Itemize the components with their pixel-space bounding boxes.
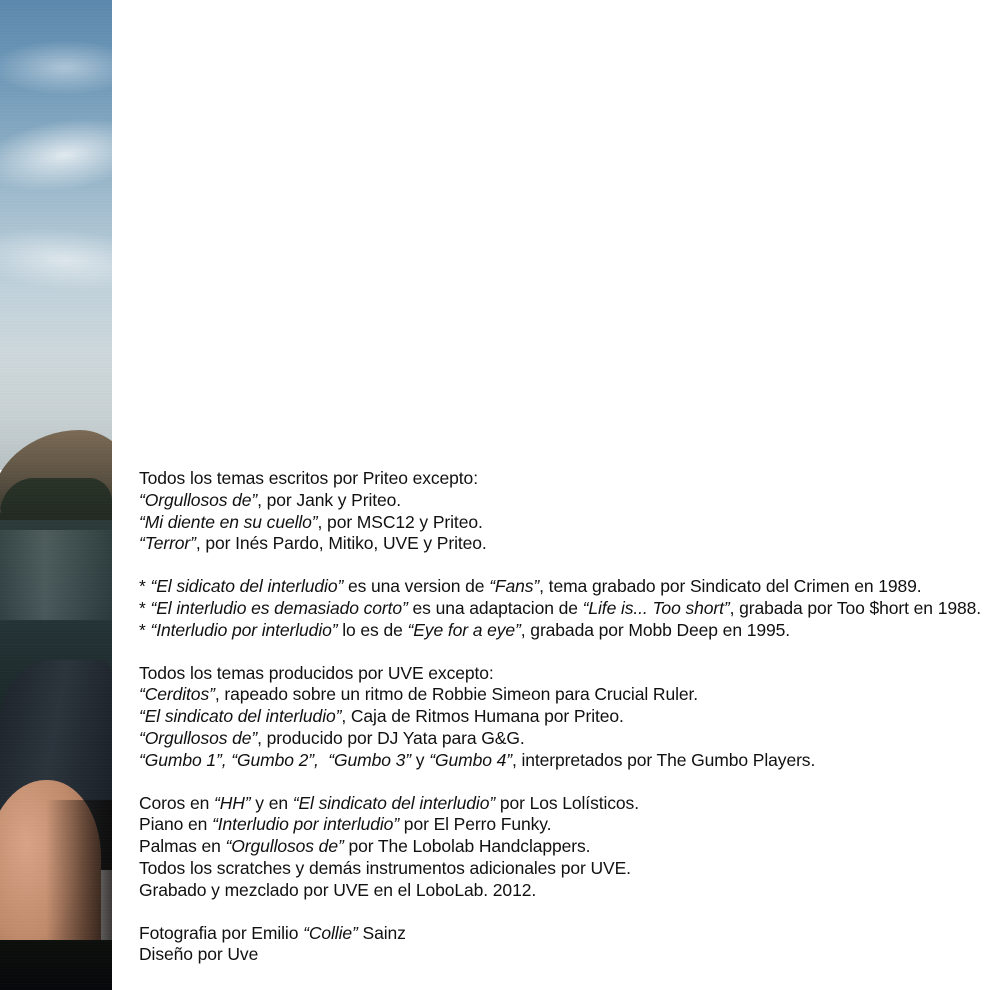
credits-block-produced-by	[139, 663, 989, 772]
credits-line: “Orgullosos de”, producido por DJ Yata para G&G.	[139, 727, 525, 748]
credits-block-musicians	[139, 793, 989, 902]
credits-text	[139, 468, 989, 966]
credits-line: * “El sidicato del interludio” es una version de “Fans”, tema grabado por Sindicato del Crimen en 1989.	[139, 576, 922, 597]
credits-line: Coros en “HH” y en “El sindicato del interludio” por Los Lolísticos.	[139, 792, 639, 813]
credits-line: Grabado y mezclado por UVE en el LoboLab. 2012.	[139, 879, 537, 900]
credits-line: “Gumbo 1”, “Gumbo 2”, “Gumbo 3” y “Gumbo 4”, interpretados por The Gumbo Players.	[139, 749, 816, 770]
credits-line: “Cerditos”, rapeado sobre un ritmo de Robbie Simeon para Crucial Ruler.	[139, 684, 699, 705]
credits-block-written-by	[139, 468, 989, 555]
left-photo-strip	[0, 0, 112, 990]
credits-block-versions	[139, 576, 989, 641]
credits-line: “Terror”, por Inés Pardo, Mitiko, UVE y Priteo.	[139, 533, 487, 554]
credits-line: Diseño por Uve	[139, 944, 259, 965]
credits-line: Todos los temas producidos por UVE excepto:	[139, 662, 494, 683]
credits-line: “El sindicato del interludio”, Caja de Ritmos Humana por Priteo.	[139, 706, 624, 727]
photo-bottom-edge	[0, 940, 112, 990]
credits-line: Todos los temas escritos por Priteo excepto:	[139, 468, 478, 488]
credits-line: Palmas en “Orgullosos de” por The Lobolab Handclappers.	[139, 836, 591, 857]
credits-line: Piano en “Interludio por interludio” por El Perro Funky.	[139, 814, 552, 835]
credits-line: Todos los scratches y demás instrumentos adicionales por UVE.	[139, 857, 631, 878]
credits-line: Fotografia por Emilio “Collie” Sainz	[139, 922, 406, 943]
credits-line: * “El interludio es demasiado corto” es una adaptacion de “Life is... Too short”, grabada por Too $hort en 1988.	[139, 597, 981, 618]
credits-block-credits-footer	[139, 923, 989, 967]
credits-line: “Orgullosos de”, por Jank y Priteo.	[139, 489, 402, 510]
water-reflection	[0, 530, 112, 620]
credits-line: “Mi diente en su cuello”, por MSC12 y Priteo.	[139, 511, 483, 532]
cloud-icon	[0, 40, 112, 95]
credits-line: * “Interludio por interludio” lo es de “Eye for a eye”, grabada por Mobb Deep en 1995.	[139, 619, 791, 640]
